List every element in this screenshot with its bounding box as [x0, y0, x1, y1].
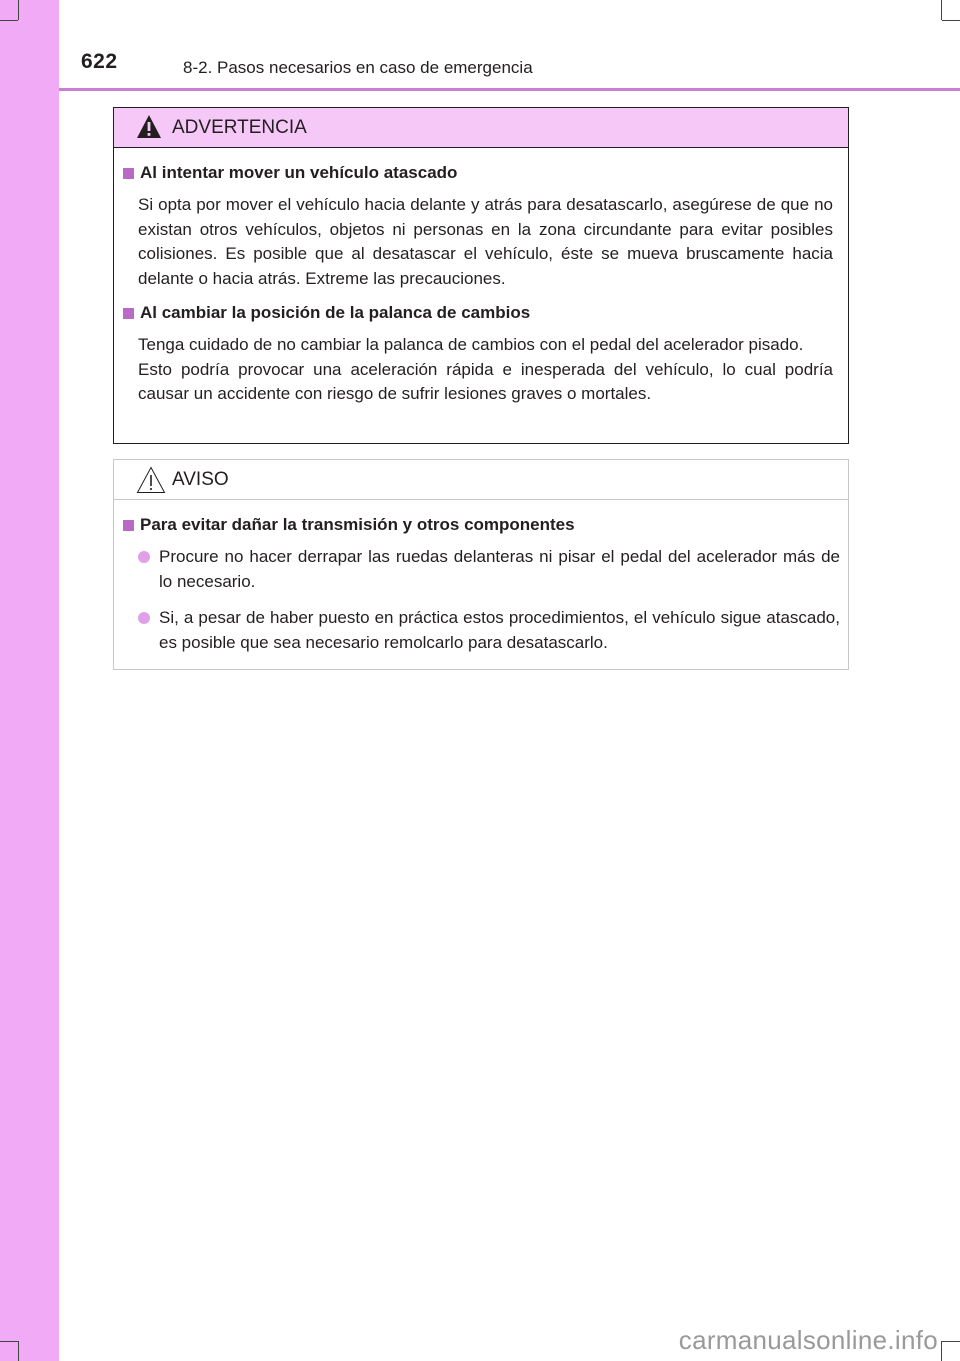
- warning-item-heading: [123, 163, 833, 183]
- page-number: 622: [81, 50, 118, 73]
- notice-bullet: [138, 606, 840, 655]
- crop-mark: [18, 0, 19, 20]
- warning-triangle-icon: [136, 114, 162, 139]
- crop-mark: [0, 20, 18, 21]
- crop-mark: [18, 1341, 19, 1361]
- warning-item-heading-text: Al intentar mover un vehículo atascado: [140, 163, 458, 182]
- warning-item-text: Si opta por mover el vehículo hacia delante y atrás para desatascarlo, asegúrese de que no existan otros vehículos, objetos ni personas en la zona circundante para evitar posibles colisiones. Es posible que al desatascar el vehículo, éste se mueva bruscamente hacia delante o hacia atrás. Extreme las precauciones.: [138, 195, 833, 288]
- warning-box-header: [114, 108, 848, 148]
- notice-box-title: AVISO: [172, 469, 229, 490]
- side-color-band: [0, 0, 59, 1361]
- crop-mark: [941, 0, 942, 20]
- square-bullet-icon: [123, 520, 134, 531]
- square-bullet-icon: [123, 308, 134, 319]
- notice-box-header: [114, 460, 848, 500]
- caution-triangle-outline-icon: [136, 466, 166, 494]
- header-divider: [59, 88, 960, 91]
- warning-box-title: ADVERTENCIA: [172, 117, 307, 138]
- notice-item-heading: [123, 515, 840, 535]
- warning-item-heading: [123, 303, 833, 323]
- crop-mark: [941, 1341, 942, 1361]
- warning-item-text: [138, 333, 833, 407]
- section-title: 8-2. Pasos necesarios en caso de emergencia: [183, 58, 533, 77]
- warning-item-text-line: Esto podría provocar una aceleración rápida e inesperada del vehículo, lo cual podría causar un accidente con riesgo de sufrir lesiones graves o mortales.: [138, 359, 833, 403]
- crop-mark: [942, 1341, 960, 1342]
- notice-bullet-text: Si, a pesar de haber puesto en práctica estos procedimientos, el vehículo sigue atascado, es posible que sea necesario remolcarlo para desatascarlo.: [159, 608, 840, 652]
- round-bullet-icon: [138, 612, 150, 624]
- notice-box-body: [114, 500, 848, 655]
- warning-item-heading-text: Al cambiar la posición de la palanca de cambios: [140, 303, 531, 322]
- warning-box-body: [114, 148, 848, 407]
- round-bullet-icon: [138, 551, 150, 563]
- crop-mark: [0, 1341, 18, 1342]
- watermark: carmanualsonline.info: [678, 1325, 938, 1355]
- square-bullet-icon: [123, 168, 134, 179]
- notice-bullet: [138, 545, 840, 594]
- notice-item-heading-text: Para evitar dañar la transmisión y otros componentes: [140, 515, 575, 534]
- warning-box: [113, 107, 849, 444]
- notice-bullet-text: Procure no hacer derrapar las ruedas delanteras ni pisar el pedal del acelerador más de lo necesario.: [159, 547, 840, 591]
- crop-mark: [942, 20, 960, 21]
- warning-item-text-line: Tenga cuidado de no cambiar la palanca de cambios con el pedal del acelerador pisado.: [138, 335, 804, 354]
- notice-box: [113, 459, 849, 670]
